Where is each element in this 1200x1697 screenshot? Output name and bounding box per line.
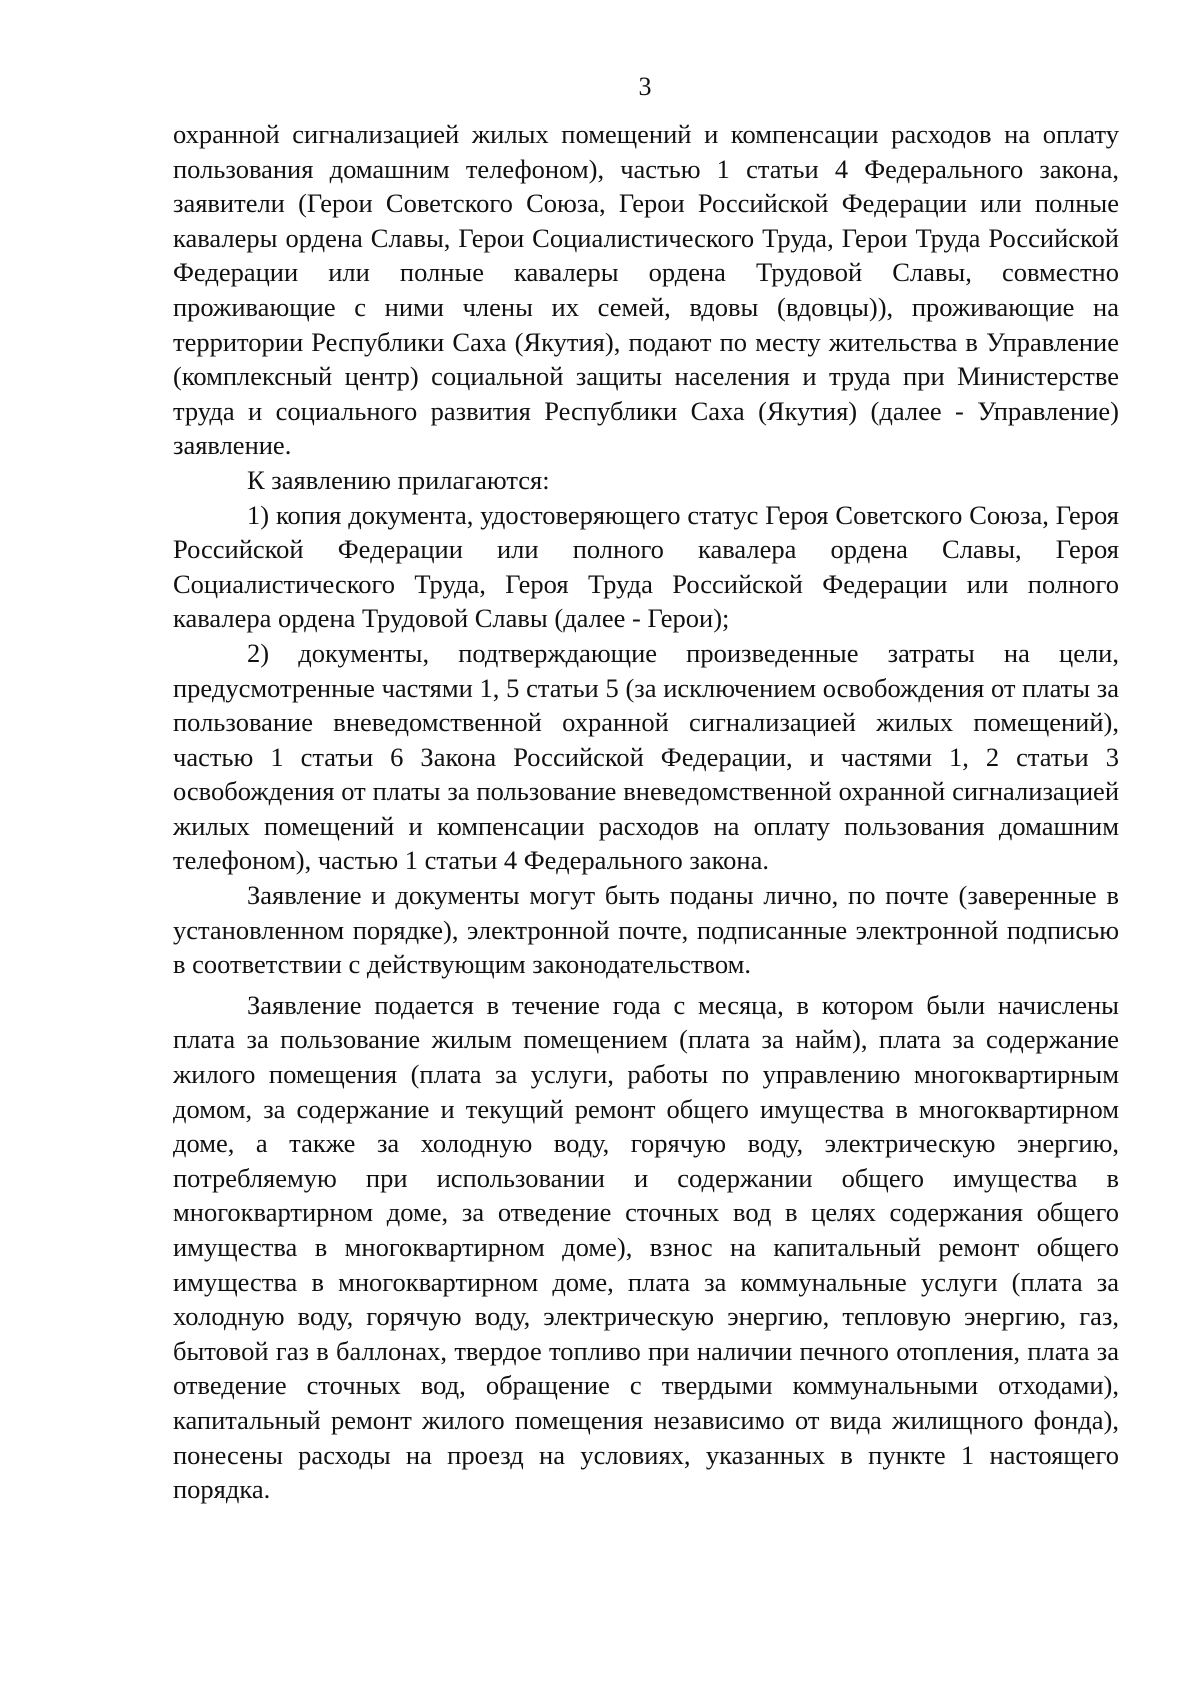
paragraph-attachment-2: 2) документы, подтверждающие произведенные затраты на цели, предусмотренные частями 1, 5 статьи 5 (за исключением освобождения от платы за пользование вневедомственной охранной сигнализацией жилых помещений), частью 1 статьи 6 Закона Российской Федерации, и частями 1, 2 статьи 3 освобождения от платы за пользование вневедомственной охранной сигнализацией жилых помещений и компенсации расходов на оплату пользования домашним телефоном), частью 1 статьи 4 Федерального закона. <box>173 637 1119 876</box>
paragraph-submission-deadline: Заявление подается в течение года с месяца, в котором были начислены плата за пользование жилым помещением (плата за найм), плата за содержание жилого помещения (плата за услуги, работы по управлению многоквартирным домом, за содержание и текущий ремонт общего имущества в многоквартирном доме, а также за холодную воду, горячую воду, электрическую энергию, потребляемую при использовании и содержании общего имущества в многоквартирном доме, за отведение сточных вод в целях содержания общего имущества в многоквартирном доме), взнос на капитальный ремонт общего имущества в многоквартирном доме, плата за коммунальные услуги (плата за холодную воду, горячую воду, электрическую энергию, тепловую энергию, газ, бытовой газ в баллонах, твердое топливо при наличии печного отопления, плата за отведение сточных вод, обращение с твердыми коммунальными отходами), капитальный ремонт жилого помещения независимо от вида жилищного фонда), понесены расходы на проезд на условиях, указанных в пункте 1 настоящего порядка. <box>173 989 1119 1505</box>
paragraph-attachment-1: 1) копия документа, удостоверяющего статус Героя Советского Союза, Героя Российской Федерации или полного кавалера ордена Славы, Героя Социалистического Труда, Героя Труда Российской Федерации или полного кавалера ордена Трудовой Славы (далее - Герои); <box>173 499 1119 634</box>
document-body <box>173 117 1119 1507</box>
paragraph-applicants: охранной сигнализацией жилых помещений и компенсации расходов на оплату пользования домашним телефоном), частью 1 статьи 4 Федерального закона, заявители (Герои Советского Союза, Герои Российской Федерации или полные кавалеры ордена Славы, Герои Социалистического Труда, Герои Труда Российской Федерации или полные кавалеры ордена Трудовой Славы, совместно проживающие с ними члены их семей, вдовы (вдовцы)), проживающие на территории Республики Саха (Якутия), подают по месту жительства в Управление (комплексный центр) социальной защиты населения и труда при Министерстве труда и социального развития Республики Саха (Якутия) (далее - Управление) заявление. <box>173 119 1119 461</box>
paragraph-submission-methods: Заявление и документы могут быть поданы лично, по почте (заверенные в установленном порядке), электронной почте, подписанные электронной подписью в соответствии с действующим законодательством. <box>173 880 1119 980</box>
page-number: 3 <box>638 72 652 101</box>
paragraph-attachments-intro: К заявлению прилагаются: <box>247 464 550 495</box>
